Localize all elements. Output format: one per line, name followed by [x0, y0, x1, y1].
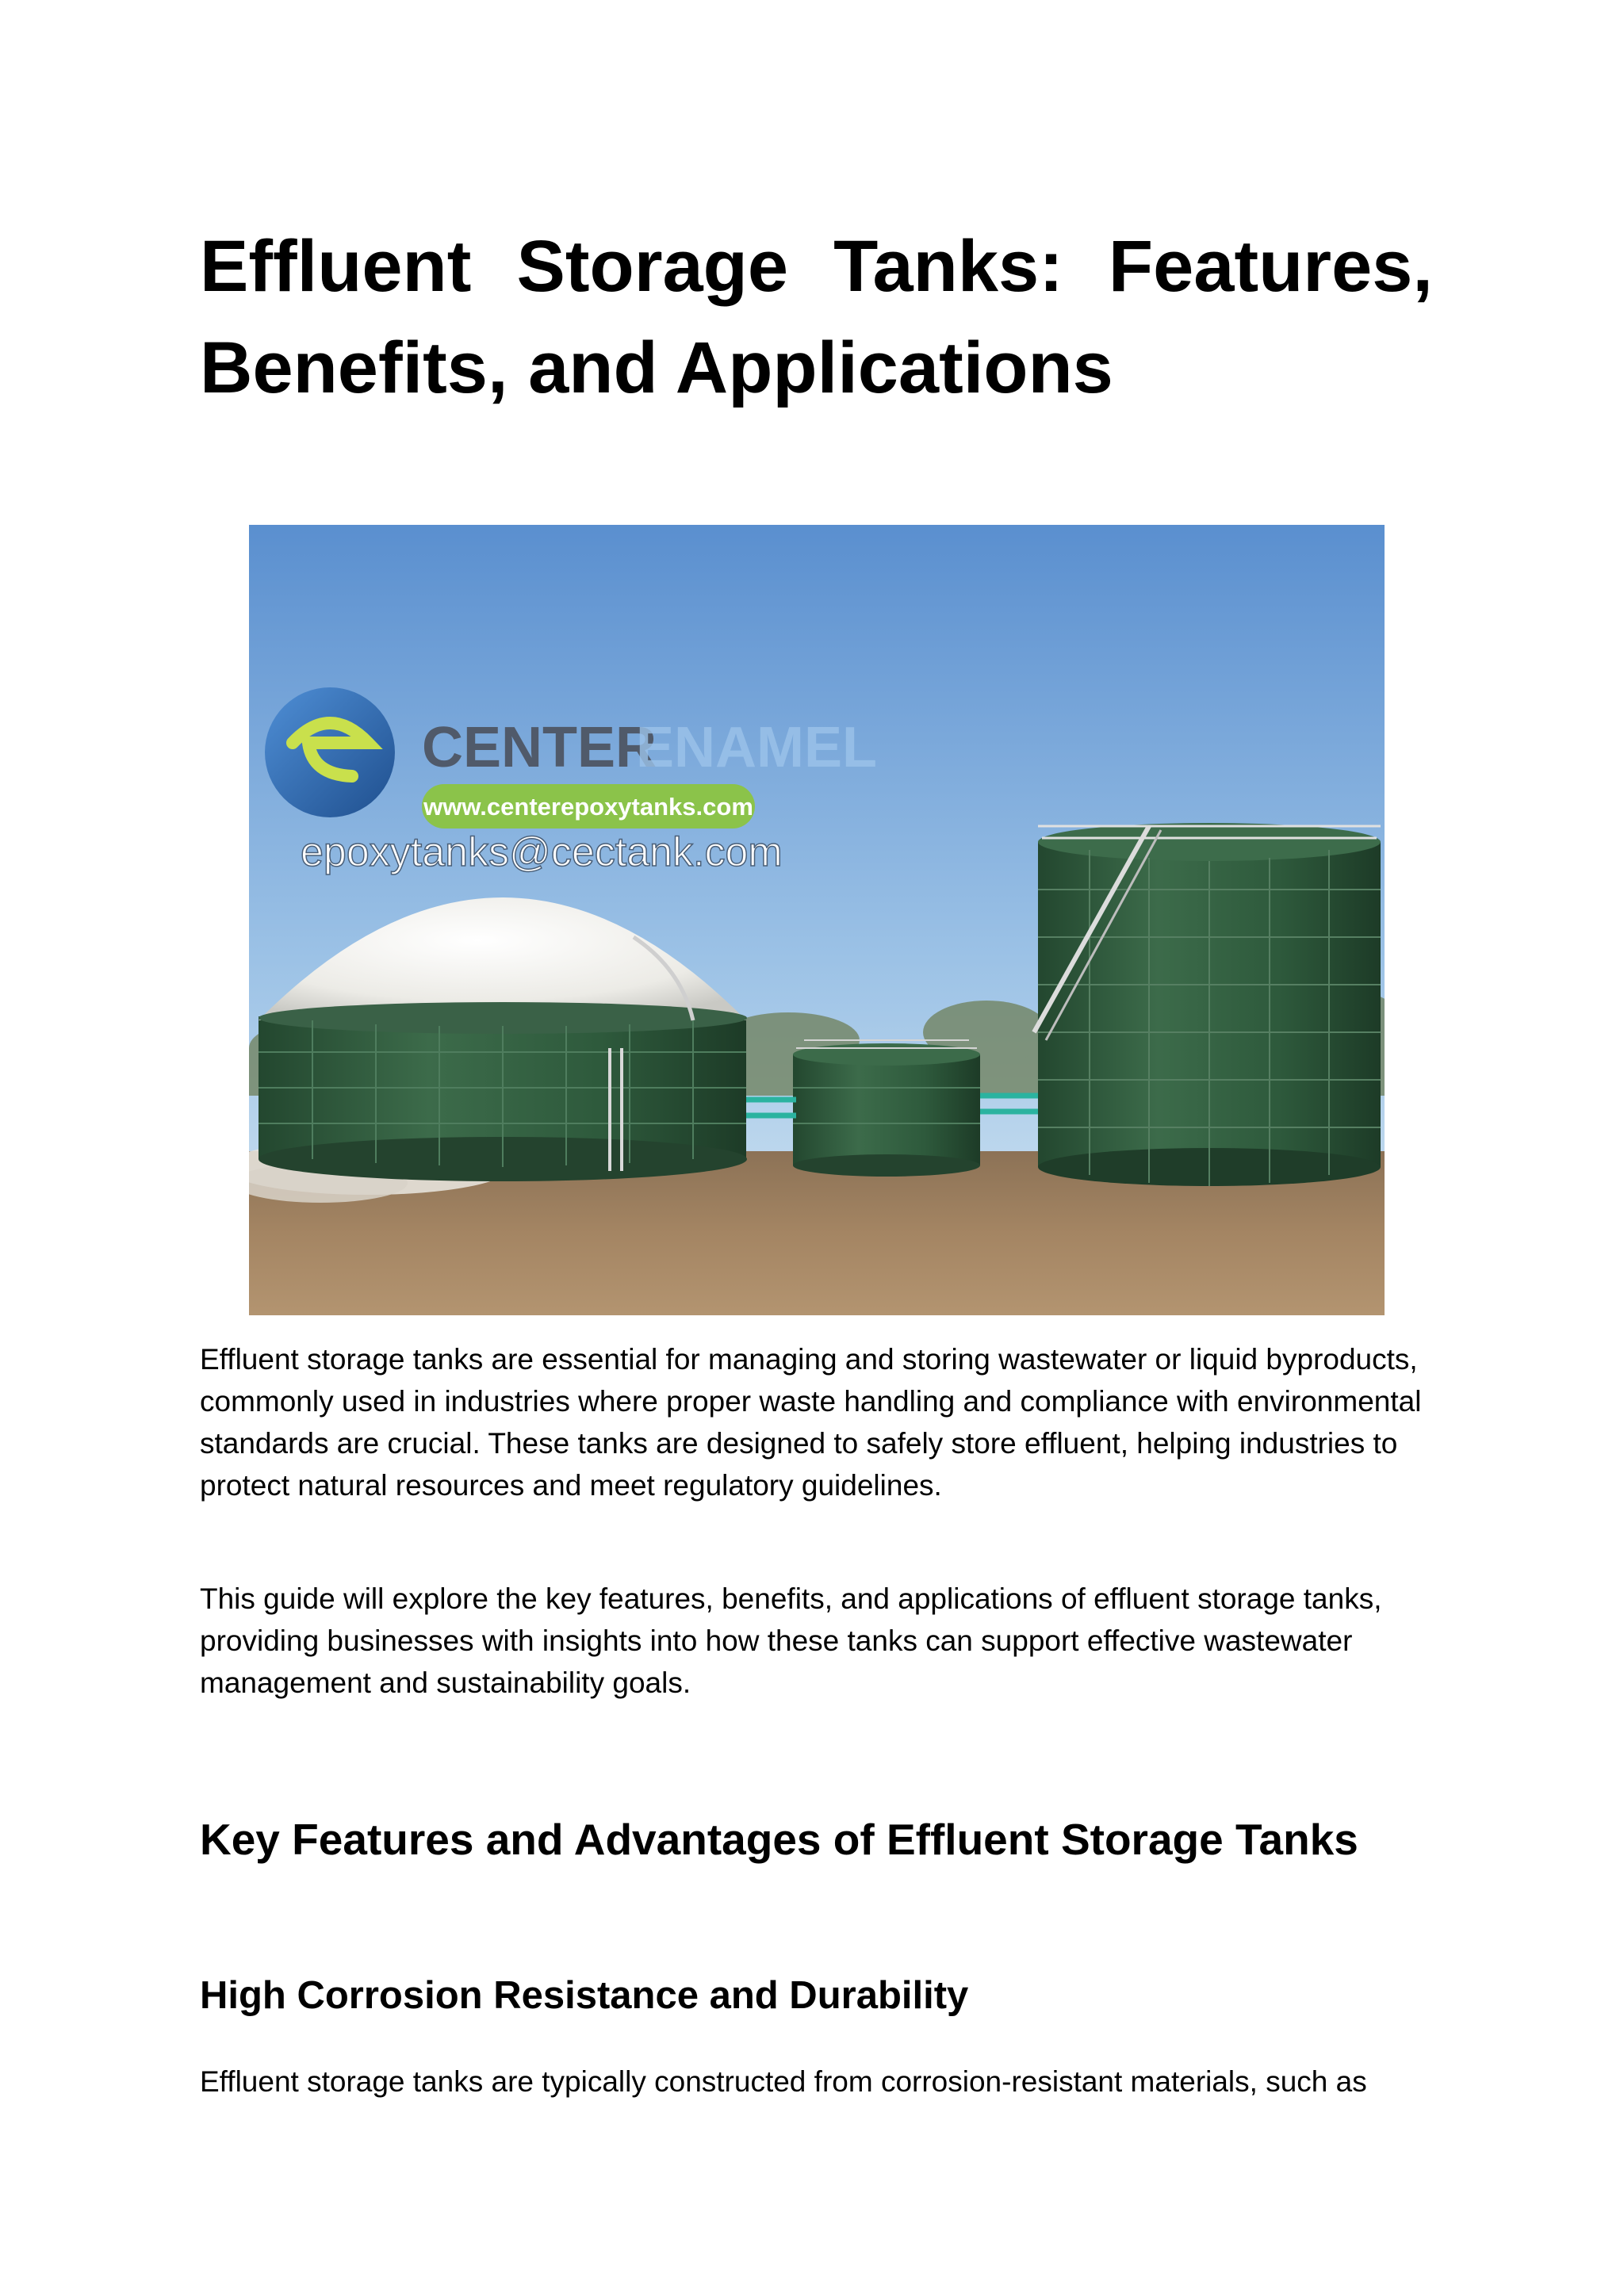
subsection-heading: High Corrosion Resistance and Durability — [200, 1974, 969, 2017]
title-line-1: Effluent Storage Tanks: Features, — [200, 226, 1433, 307]
hero-email: epoxytanks@cectank.com — [301, 829, 783, 875]
logo-text-secondary: ENAMEL — [636, 716, 877, 779]
title-line-2: Benefits, and Applications — [200, 327, 1113, 408]
section-heading: Key Features and Advantages of Effluent Storage Tanks — [200, 1815, 1358, 1864]
guide-paragraph: This guide will explore the key features, benefits, and applications of effluent storage tanks, providing businesses with insights into how these tanks can support effective wastewater management and sustainability goals. — [200, 1582, 1382, 1699]
tall-tank — [1034, 823, 1381, 1186]
logo-text-primary: CENTER — [422, 716, 657, 779]
corrosion-paragraph: Effluent storage tanks are typically constructed from corrosion-resistant materials, such as — [200, 2065, 1367, 2098]
middle-tank — [793, 1040, 980, 1177]
hero-image-storage-tanks — [249, 525, 1385, 1315]
document-title — [200, 216, 1433, 419]
intro-paragraph: Effluent storage tanks are essential for managing and storing wastewater or liquid byproducts, commonly used in industries where proper waste handling and compliance with environmental standards are crucial. These tanks are designed to safely store effluent, helping industries to protect natural resources and meet regulatory guidelines. — [200, 1343, 1422, 1502]
logo-website: www.centerepoxytanks.com — [423, 793, 753, 821]
